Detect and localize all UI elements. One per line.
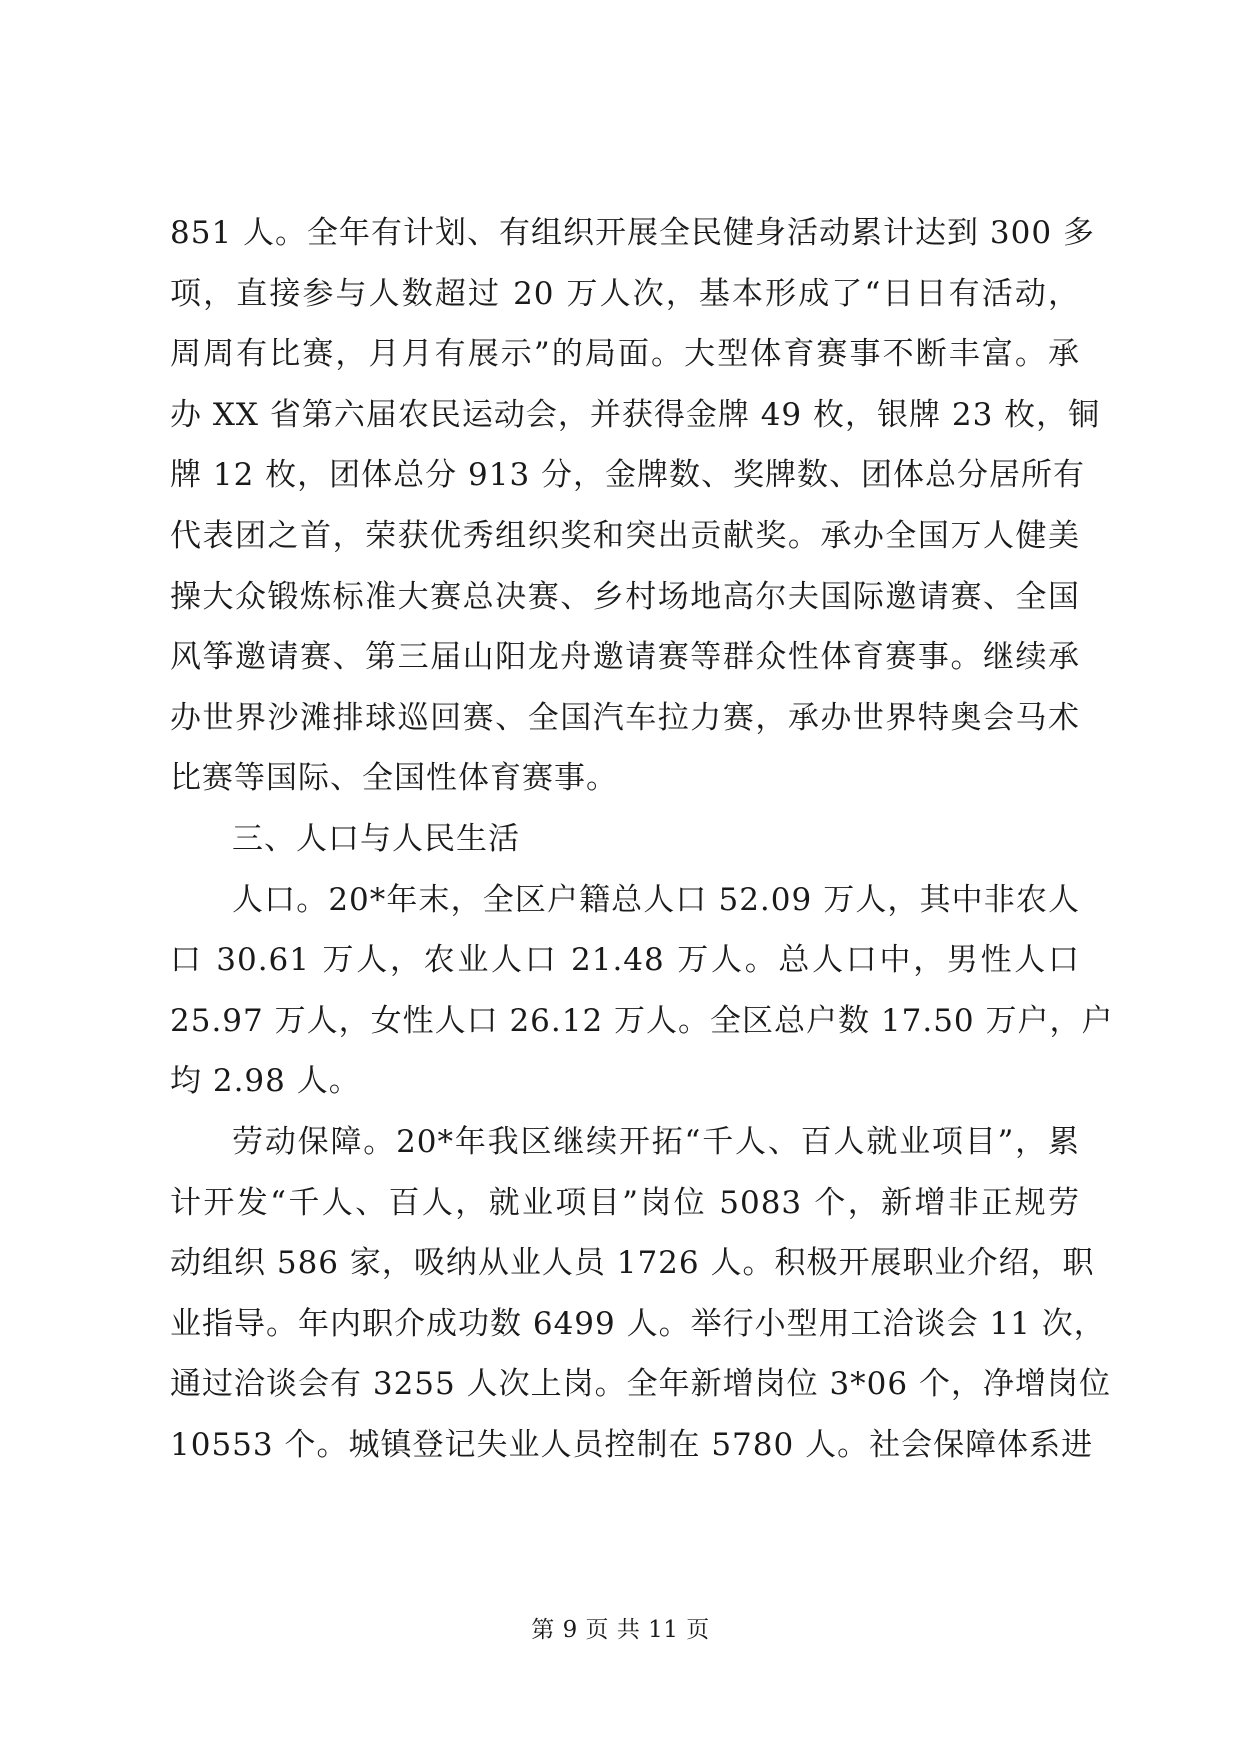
text-line: 比赛等国际、全国性体育赛事。 — [170, 760, 618, 797]
text-line: 操大众锻炼标准大赛总决赛、乡村场地高尔夫国际邀请赛、全国 — [170, 578, 1080, 615]
paragraph — [170, 1112, 1111, 1476]
text-line: 项，直接参与人数超过 20 万人次，基本形成了“日日有活动， — [170, 275, 1080, 312]
page-footer: 第 9 页 共 11 页 — [531, 1617, 710, 1643]
text-line: 办世界沙滩排球巡回赛、全国汽车拉力赛，承办世界特奥会马术 — [170, 699, 1080, 736]
text-line: 851 人。全年有计划、有组织开展全民健身活动累计达到 300 多 — [170, 215, 1095, 251]
text-line: 口 30.61 万人，农业人口 21.48 万人。总人口中，男性人口 — [170, 942, 1080, 979]
text-line: 办 XX 省第六届农民运动会，并获得金牌 49 枚，银牌 23 枚，铜 — [170, 396, 1101, 433]
text-line: 三、人口与人民生活 — [232, 820, 520, 857]
text-line: 计开发“千人、百人，就业项目”岗位 5083 个，新增非正规劳 — [170, 1184, 1080, 1221]
text-line: 动组织 586 家，吸纳从业人员 1726 人。积极开展职业介绍，职 — [170, 1245, 1095, 1282]
document-body — [170, 203, 1114, 1475]
section-heading — [170, 809, 1080, 870]
text-line: 均 2.98 人。 — [170, 1063, 361, 1100]
text-line: 业指导。年内职介成功数 6499 人。举行小型用工洽谈会 11 次， — [170, 1305, 1106, 1342]
text-line: 代表团之首，荣获优秀组织奖和突出贡献奖。承办全国万人健美 — [170, 517, 1080, 554]
text-line: 劳动保障。20*年我区继续开拓“千人、百人就业项目”，累 — [232, 1123, 1080, 1160]
text-line: 风筝邀请赛、第三届山阳龙舟邀请赛等群众性体育赛事。继续承 — [170, 639, 1080, 676]
text-line: 周周有比赛，月月有展示”的局面。大型体育赛事不断丰富。承 — [170, 336, 1080, 373]
text-line: 牌 12 枚，团体总分 913 分，金牌数、奖牌数、团体总分居所有 — [170, 457, 1086, 494]
paragraph — [170, 203, 1101, 809]
text-line: 10553 个。城镇登记失业人员控制在 5780 人。社会保障体系进 — [170, 1426, 1094, 1463]
text-line: 通过洽谈会有 3255 人次上岗。全年新增岗位 3*06 个，净增岗位 — [170, 1366, 1111, 1403]
paragraph — [170, 870, 1114, 1112]
text-line: 人口。20*年末，全区户籍总人口 52.09 万人，其中非农人 — [232, 881, 1080, 918]
text-line: 25.97 万人，女性人口 26.12 万人。全区总户数 17.50 万户，户 — [170, 1002, 1114, 1039]
